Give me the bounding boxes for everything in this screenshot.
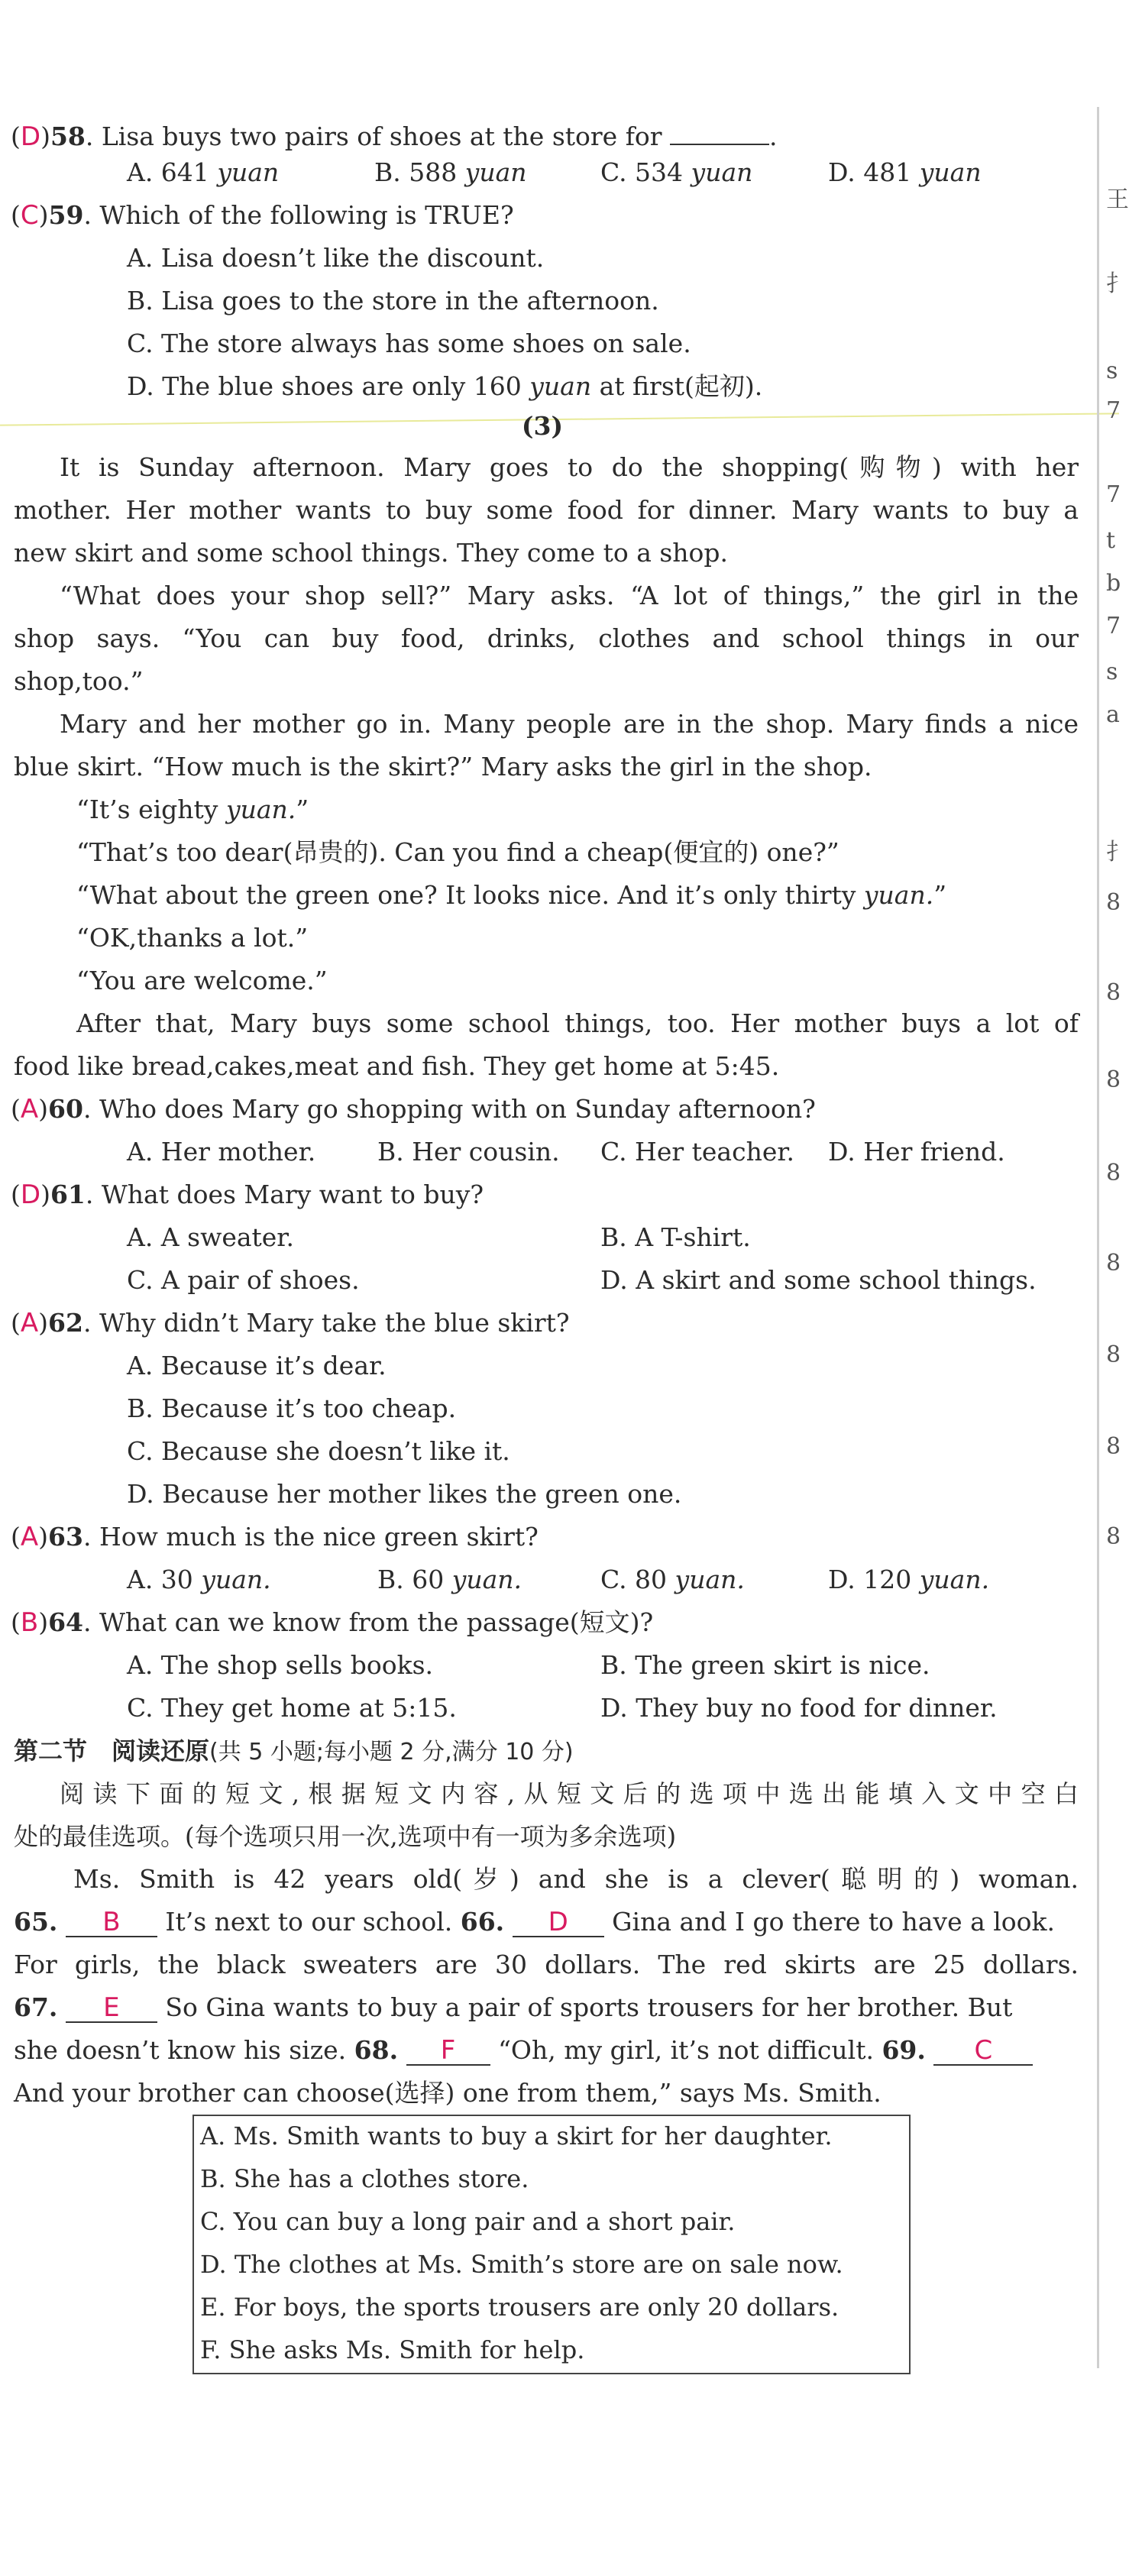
option-f: F. She asks Ms. Smith for help.: [200, 2335, 585, 2364]
q59-option-c: C. The store always has some shoes on sale.: [127, 328, 691, 358]
edge-glyph: 7: [1106, 613, 1121, 639]
answer-67: E: [103, 1992, 120, 2023]
q61-option-c: C. A pair of shoes.: [127, 1265, 360, 1295]
answer-blank: [670, 113, 769, 145]
q62-option-c: C. Because she doesn’t like it.: [127, 1436, 510, 1466]
answer-65: B: [102, 1907, 121, 1937]
edge-glyph: 8: [1106, 1523, 1121, 1550]
edge-glyph: 8: [1106, 1250, 1121, 1277]
instructions-line: 阅读下面的短文,根据短文内容,从短文后的选项中选出能填入文中空白: [60, 1779, 1079, 1808]
passage-line: blue skirt. “How much is the skirt?” Mary asks the girl in the shop.: [14, 752, 872, 782]
edge-glyph: t: [1106, 527, 1116, 554]
q61-option-d: D. A skirt and some school things.: [600, 1265, 1037, 1295]
question-61: (D)61. What does Mary want to buy?: [11, 1180, 484, 1210]
q58-option-a: A. 641 yuan: [127, 157, 280, 187]
edge-glyph: 王: [1106, 186, 1129, 213]
passage-line: “What does your shop sell?” Mary asks. “A lot of things,” the girl in the: [60, 581, 1079, 610]
edge-glyph: 8: [1106, 889, 1121, 916]
option-d: D. The clothes at Ms. Smith’s store are on sale now.: [200, 2250, 843, 2279]
answer-66: D: [548, 1907, 568, 1937]
passage-line: new skirt and some school things. They come to a shop.: [14, 538, 729, 568]
option-e: E. For boys, the sports trousers are only 20 dollars.: [200, 2293, 839, 2322]
edge-glyph: 扌: [1106, 270, 1129, 297]
q64-option-d: D. They buy no food for dinner.: [600, 1693, 998, 1723]
q59-option-d: D. The blue shoes are only 160 yuan at first(起初).: [127, 371, 763, 401]
cloze-line: 67. E So Gina wants to buy a pair of sports trousers for her brother. But: [14, 1992, 1013, 2023]
question-number: 59: [48, 200, 84, 230]
edge-glyph: 扌: [1106, 839, 1129, 866]
cloze-line: 65. B It’s next to our school. 66. D Gina and I go there to have a look.: [14, 1907, 1056, 1937]
q64-option-c: C. They get home at 5:15.: [127, 1693, 457, 1723]
answer-61: D: [20, 1180, 41, 1210]
q61-option-a: A. A sweater.: [127, 1222, 294, 1252]
answer-69: C: [974, 2035, 993, 2066]
passage-line: It is Sunday afternoon. Mary goes to do the shopping(购物) with her: [60, 452, 1079, 482]
passage-heading: (3): [521, 411, 564, 441]
q61-option-b: B. A T-shirt.: [600, 1222, 751, 1252]
edge-glyph: 8: [1106, 1433, 1121, 1460]
edge-glyph: s: [1106, 659, 1118, 685]
option-c: C. You can buy a long pair and a short pair.: [200, 2207, 736, 2236]
q60-option-a: A. Her mother.: [127, 1137, 316, 1167]
q62-option-d: D. Because her mother likes the green one.: [127, 1479, 682, 1509]
answer-62: A: [20, 1308, 39, 1338]
q62-option-b: B. Because it’s too cheap.: [127, 1393, 457, 1423]
question-60: (A)60. Who does Mary go shopping with on Sunday afternoon?: [11, 1094, 816, 1125]
dialogue-line: “What about the green one? It looks nice. And it’s only thirty yuan.”: [76, 880, 947, 910]
edge-glyph: 8: [1106, 1341, 1121, 1368]
option-a: A. Ms. Smith wants to buy a skirt for her daughter.: [200, 2121, 833, 2150]
q63-option-c: C. 80 yuan.: [600, 1565, 745, 1594]
q62-option-a: A. Because it’s dear.: [127, 1351, 387, 1380]
q59-option-b: B. Lisa goes to the store in the afternoon.: [127, 286, 659, 316]
q60-option-d: D. Her friend.: [828, 1137, 1005, 1167]
question-text: Lisa buys two pairs of shoes at the store for: [101, 121, 662, 151]
passage-line: After that, Mary buys some school things, too. Her mother buys a lot of: [76, 1008, 1079, 1038]
dialogue-line: “OK,thanks a lot.”: [76, 923, 309, 953]
question-text: Which of the following is TRUE?: [99, 200, 514, 230]
q64-option-b: B. The green skirt is nice.: [600, 1650, 930, 1680]
passage-line: shop says. “You can buy food, drinks, clothes and school things in our: [14, 623, 1079, 653]
dialogue-line: “You are welcome.”: [76, 966, 328, 995]
edge-glyph: 7: [1106, 397, 1121, 424]
question-63: (A)63. How much is the nice green skirt?: [11, 1522, 539, 1552]
q63-option-a: A. 30 yuan.: [127, 1565, 271, 1594]
passage-line: Mary and her mother go in. Many people are in the shop. Mary finds a nice: [60, 709, 1079, 739]
edge-glyph: a: [1106, 701, 1120, 728]
passage-line: shop,too.”: [14, 666, 144, 696]
q58-option-d: D. 481 yuan: [828, 157, 982, 187]
option-b: B. She has a clothes store.: [200, 2164, 529, 2193]
cloze-line: Ms. Smith is 42 years old(岁) and she is a clever(聪明的) woman.: [73, 1864, 1079, 1894]
edge-glyph: 8: [1106, 1160, 1121, 1186]
q64-option-a: A. The shop sells books.: [127, 1650, 434, 1680]
question-64: (B)64. What can we know from the passage(短文)?: [11, 1607, 654, 1638]
question-59: (C)59. Which of the following is TRUE?: [11, 200, 514, 231]
edge-glyph: s: [1106, 358, 1118, 384]
passage-line: mother. Her mother wants to buy some food for dinner. Mary wants to buy a: [14, 495, 1079, 525]
cloze-line: And your brother can choose(选择) one from them,” says Ms. Smith.: [14, 2078, 882, 2108]
answer-63: A: [20, 1522, 39, 1552]
q58-option-c: C. 534 yuan: [600, 157, 753, 187]
question-58: (D)58. Lisa buys two pairs of shoes at the store for .: [11, 113, 778, 154]
q63-option-b: B. 60 yuan.: [377, 1565, 522, 1594]
dialogue-line: “It’s eighty yuan.”: [76, 794, 309, 824]
edge-glyph: 8: [1106, 1066, 1121, 1093]
instructions-line: 处的最佳选项。(每个选项只用一次,选项中有一项为多余选项): [14, 1822, 677, 1851]
section-heading: 第二节 阅读还原(共 5 小题;每小题 2 分,满分 10 分): [14, 1736, 574, 1765]
edge-glyph: 8: [1106, 979, 1121, 1006]
answer-64: B: [20, 1607, 39, 1638]
edge-glyph: 7: [1106, 481, 1121, 508]
answer-68: F: [440, 2035, 456, 2066]
answer-58: D: [20, 121, 41, 152]
column-divider: [1097, 107, 1099, 2368]
q60-option-b: B. Her cousin.: [377, 1137, 560, 1167]
question-number: 58: [50, 121, 86, 151]
q60-option-c: C. Her teacher.: [600, 1137, 794, 1167]
passage-line: food like bread,cakes,meat and fish. They get home at 5:45.: [14, 1051, 780, 1081]
answer-59: C: [20, 200, 39, 231]
cloze-line: For girls, the black sweaters are 30 dollars. The red skirts are 25 dollars.: [14, 1950, 1079, 1979]
cloze-line: she doesn’t know his size. 68. F “Oh, my girl, it’s not difficult. 69. C: [14, 2034, 1033, 2067]
q58-option-b: B. 588 yuan: [374, 157, 527, 187]
answer-60: A: [20, 1094, 39, 1125]
question-62: (A)62. Why didn’t Mary take the blue skirt?: [11, 1308, 570, 1338]
q63-option-d: D. 120 yuan.: [828, 1565, 990, 1594]
dialogue-line: “That’s too dear(昂贵的). Can you find a cheap(便宜的) one?”: [76, 837, 839, 867]
edge-glyph: b: [1106, 570, 1121, 597]
q59-option-a: A. Lisa doesn’t like the discount.: [127, 243, 545, 273]
